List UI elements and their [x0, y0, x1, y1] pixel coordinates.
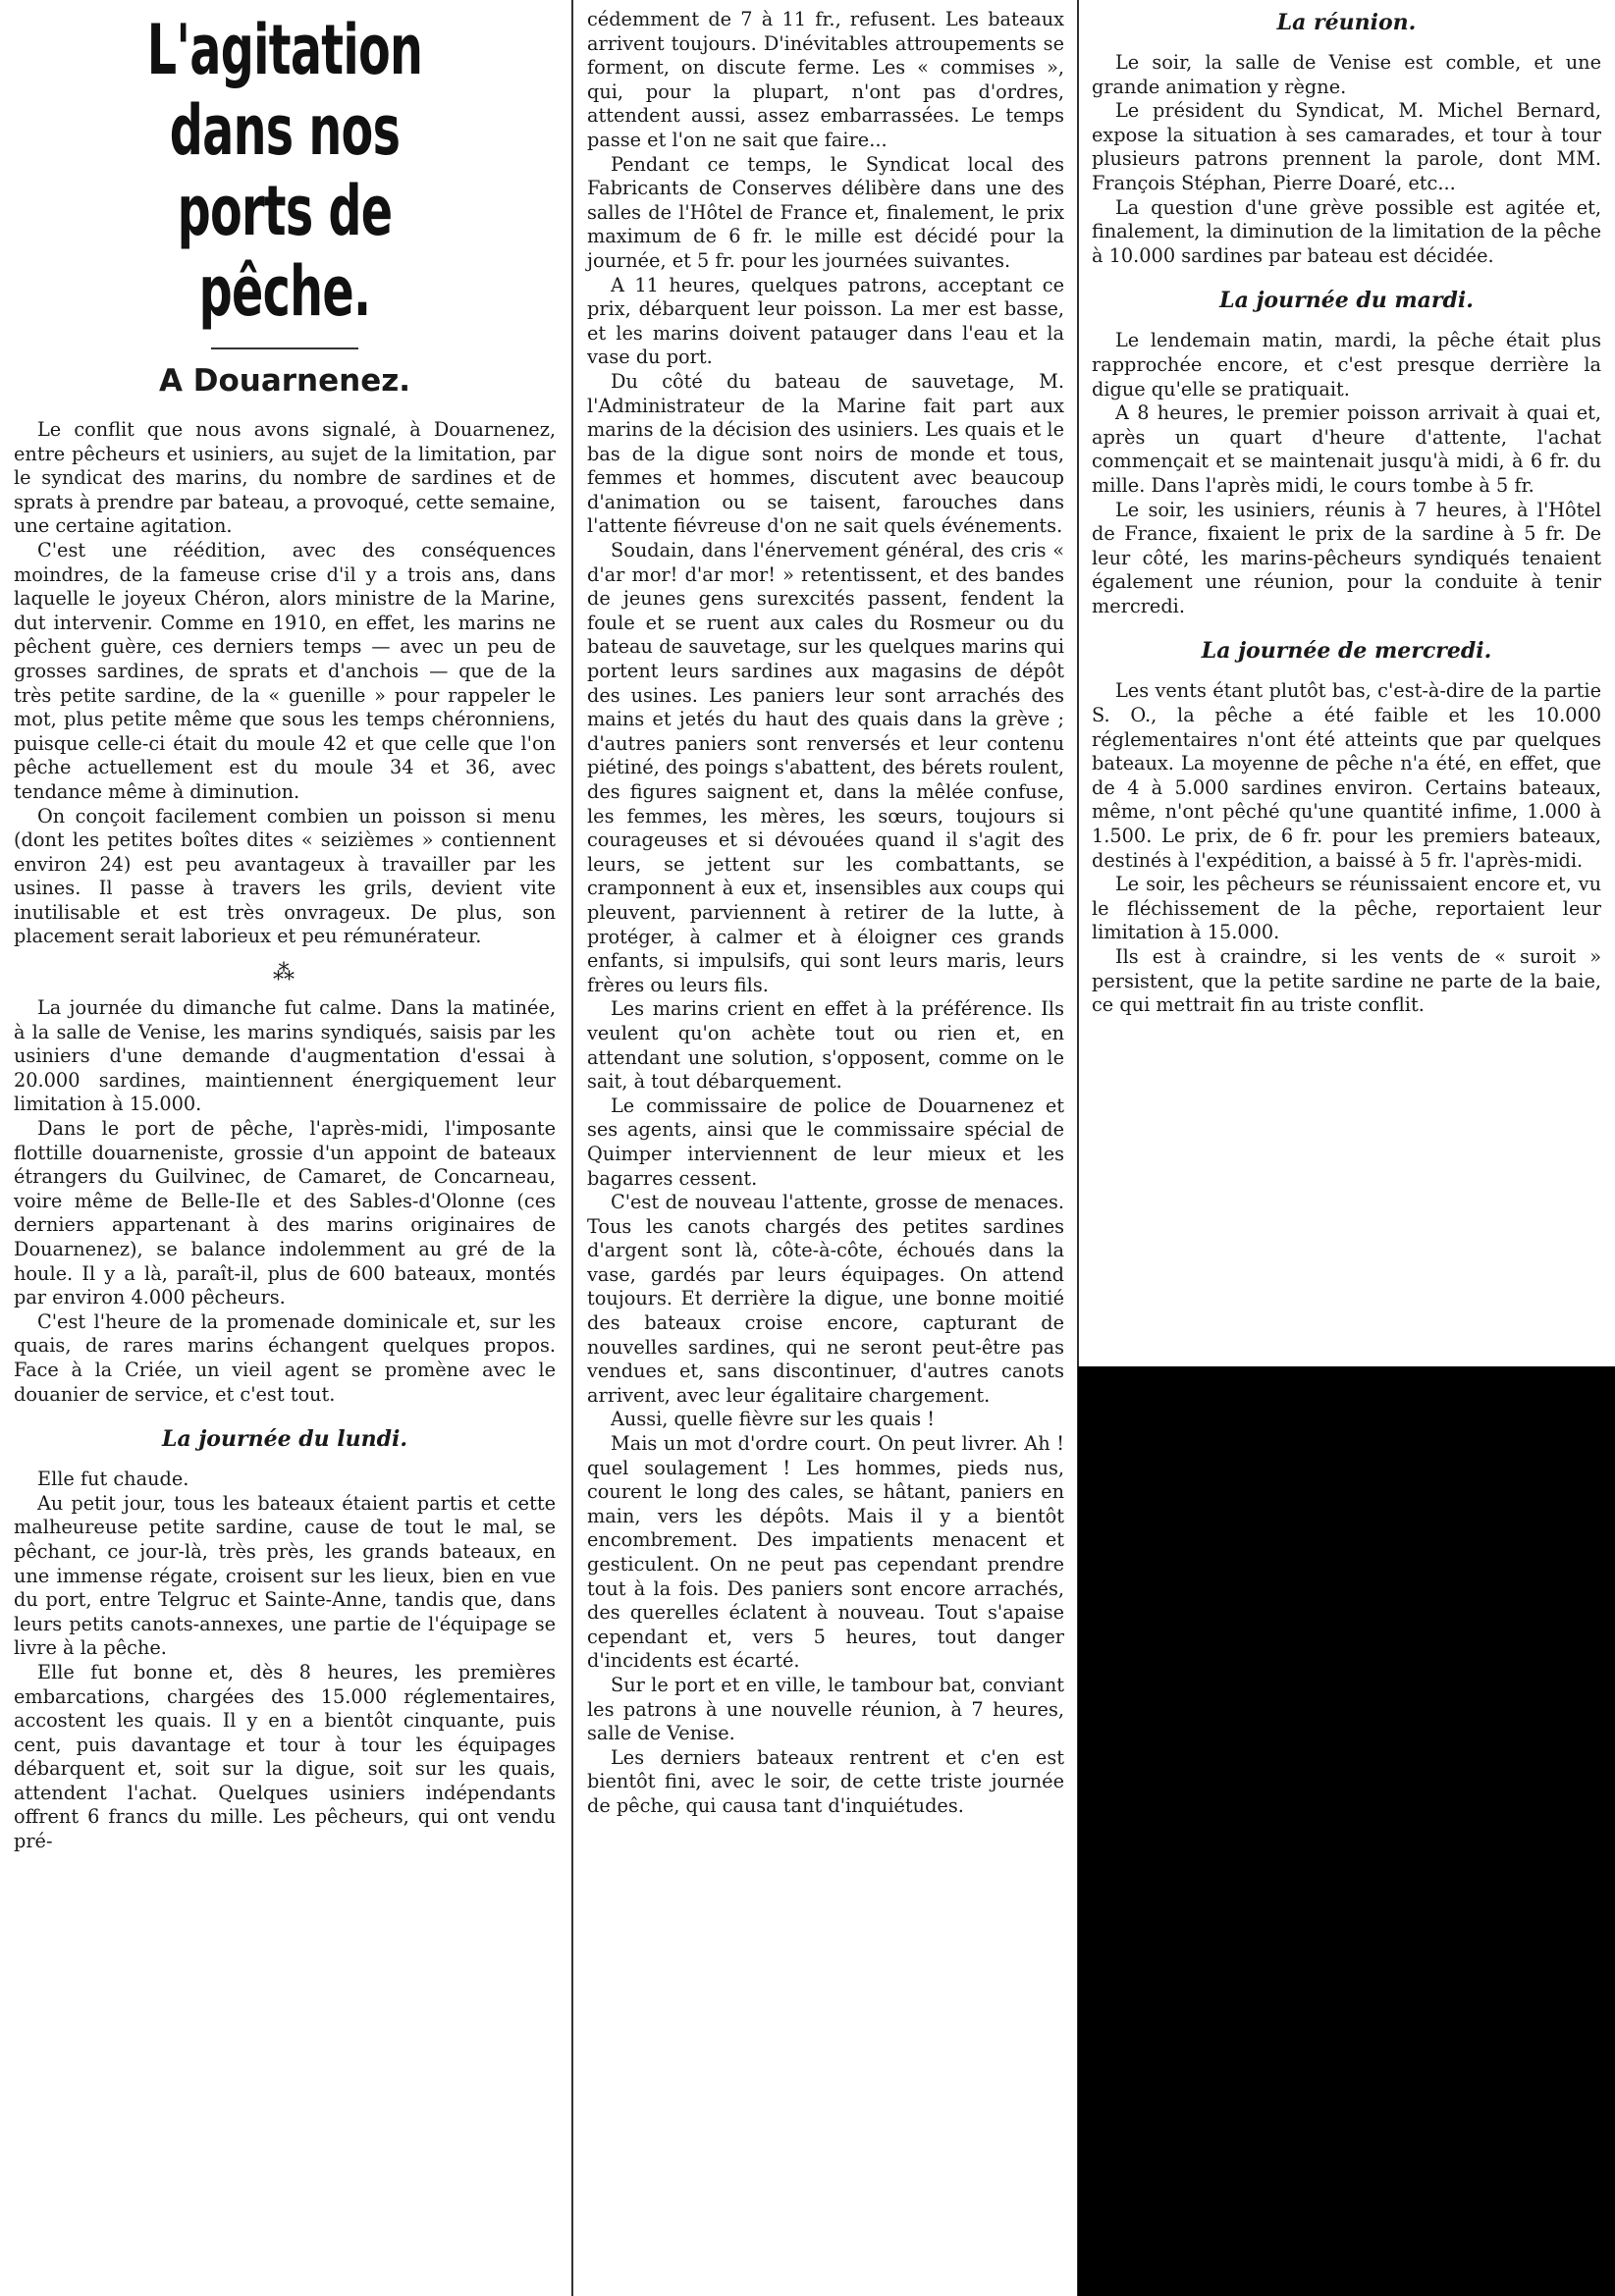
paragraph: Le conflit que nous avons signalé, à Douarnenez, entre pêcheurs et usiniers, au sujet de la limitation, par le syndicat des marins, du nombre de sardines et de sprats à prendre par bateau, a provoqué, cette semaine, une certaine agitation. — [14, 418, 556, 538]
section-title: A Douarnenez. — [158, 363, 411, 399]
paragraph: Les vents étant plutôt bas, c'est-à-dire de la partie S. O., la pêche a été faible et les 10.000 réglementaires n'ont été atteints que par quelques bateaux. La moyenne de pêche n'a été, en effet, que de 4 à 5.000 sardines environ. Certains bateaux, même, n'ont pêché qu'une quantité infime, 1.000 à 1.500. Le prix, de 6 fr. pour les premiers bateaux, destinés à l'expédition, a baissé à 5 fr. l'après-midi. — [1092, 679, 1601, 872]
paragraph: Pendant ce temps, le Syndicat local des Fabricants de Conserves délibère dans une des salles de l'Hôtel de France et, finalement, le prix maximum de 6 fr. le mille est décidé pour la journée, et 5 fr. pour les journées suivantes. — [587, 152, 1064, 272]
column-3-body — [1092, 10, 1601, 1018]
paragraph: A 8 heures, le premier poisson arrivait à quai et, après un quart d'heure d'attente, l'achat commençait et se maintenait jusqu'à midi, à 6 fr. du mille. Dans l'après midi, le cours tombe à 5 fr. — [1092, 401, 1601, 497]
paragraph: La question d'une grève possible est agitée et, finalement, la diminution de la limitation de la pêche à 10.000 sardines par bateau est décidée. — [1092, 195, 1601, 267]
column-1-body — [14, 418, 556, 1854]
paragraph: Aussi, quelle fièvre sur les quais ! — [611, 1408, 935, 1431]
paragraph: Le soir, la salle de Venise est comble, et une grande animation y règne. — [1092, 51, 1601, 98]
headline-divider — [211, 347, 358, 349]
column-2-body — [587, 8, 1064, 1819]
paragraph: Elle fut bonne et, dès 8 heures, les premières embarcations, chargées des 15.000 réglementaires, accostent les quais. Il y en a bientôt cinquante, puis cent, puis davantage et tour à tour les équipages débarquent et, soit sur la digue, soit sur les quais, attendent l'achat. Quelques usiniers indépendants offrent 6 francs du mille. Les pêcheurs, qui ont vendu pré- — [14, 1660, 556, 1853]
paragraph: Le commissaire de police de Douarnenez et ses agents, ainsi que le commissaire spécial de Quimper interviennent de leur mieux et les bagarres cessent. — [587, 1094, 1064, 1190]
asterism-separator: ⁂ — [273, 961, 296, 987]
paragraph: Les marins crient en effet à la préférence. Ils veulent qu'on achète tout ou rien et, en attendant une solution, s'opposent, comme on le sait, à tout débarquement. — [587, 997, 1064, 1094]
paragraph: cédemment de 7 à 11 fr., refusent. Les bateaux arrivent toujours. D'inévitables attroupements se forment, on discute ferme. Les « commises », qui, pour la plupart, n'ont pas d'ordres, attendent aussi, assez embarrassées. Le temps passe et l'on ne sait que faire... — [587, 8, 1064, 151]
column-2 — [573, 0, 1078, 2296]
paragraph: Les derniers bateaux rentrent et c'en est bientôt fini, avec le soir, de cette triste journée de pêche, qui causa tant d'inquiétudes. — [587, 1745, 1064, 1817]
subheading: La réunion. — [1276, 10, 1417, 35]
paragraph: Elle fut chaude. — [37, 1468, 189, 1491]
paragraph: Sur le port et en ville, le tambour bat, conviant les patrons à une nouvelle réunion, à 7 heures, salle de Venise. — [587, 1673, 1064, 1745]
paragraph: Au petit jour, tous les bateaux étaient partis et cette malheureuse petite sardine, cause de tout le mal, se pêchant, ce jour-là, très près, les grands bateaux, en une immense régate, croisent sur les lieux, bien en vue du port, entre Telgruc et Sainte-Anne, tandis que, dans leurs petits canots-annexes, une partie de l'équipage se livre à la pêche. — [14, 1491, 556, 1660]
paragraph: A 11 heures, quelques patrons, acceptant ce prix, débarquent leur poisson. La mer est basse, et les marins doivent patauger dans l'eau et la vase du port. — [587, 273, 1064, 369]
paragraph: Le président du Syndicat, M. Michel Bernard, expose la situation à ses camarades, et tour à tour plusieurs patrons prennent la parole, dont MM. François Stéphan, Pierre Doaré, etc... — [1092, 99, 1601, 194]
paragraph: La journée du dimanche fut calme. Dans la matinée, à la salle de Venise, les marins syndiqués, saisis par les usiniers d'une demande d'augmentation d'essai à 20.000 sardines, maintiennent énergiquement leur limitation à 15.000. — [14, 996, 556, 1116]
paragraph: Le soir, les pêcheurs se réunissaient encore et, vu le fléchissement de la pêche, reportaient leur limitation à 15.000. — [1092, 873, 1601, 944]
paragraph: Du côté du bateau de sauvetage, M. l'Administrateur de la Marine fait part aux marins de la décision des usiniers. Les quais et le bas de la digue sont noirs de monde et tous, femmes et hommes, discutent avec beaucoup d'animation ou se taisent, farouches dans l'attente fiévreuse d'on ne sait quels événements. — [587, 369, 1064, 538]
paragraph: Soudain, dans l'énervement général, des cris « d'ar mor! d'ar mor! » retentissent, et des bandes de jeunes gens surexcités passent, fendent la foule et se ruent aux cales du Rosmeur ou du bateau de sauvetage, sur les quelques marins qui portent leurs sardines aux magasins de dépôt des usines. Les paniers leur sont arrachés des mains et jetés du haut des quais dans la grève ; d'autres paniers sont renversés et leur contenu piétiné, des poings s'abattent, des bérets roulent, des figures saignent et, dans la mêlée confuse, les femmes, les mères, les sœurs, toujours si courageuses et si dévouées quand il s'agit des leurs, se jettent sur les combattants, se cramponnent à eux et, insensibles aux coups qui pleuvent, parviennent à retirer de la lutte, à protéger, à calmer et à éloigner ces grands enfants, si impulsifs, qui sont leurs maris, leurs frères ou leurs fils. — [587, 539, 1064, 996]
headline-line-2: dans nos ports de pêche. — [169, 90, 401, 332]
paragraph: C'est une réédition, avec des conséquences moindres, de la fameuse crise d'il y a trois ans, dans laquelle le joyeux Chéron, alors ministre de la Marine, dut intervenir. Comme en 1910, en effet, les marins ne pêchent guère, ces derniers temps — avec un peu de grosses sardines, de sprats et d'anchois — que de la très petite sardine, de la « guenille » pour rappeler le mot, plus petite même que sous les temps chéronniens, puisque celle-ci était du moule 42 et que celle que l'on pêche actuellement est du moule 34 et 36, avec tendance même à diminution. — [14, 538, 556, 803]
column-1 — [0, 0, 569, 2296]
paragraph: Ils est à craindre, si les vents de « suroit » persistent, que la petite sardine ne parte de la baie, ce qui mettrait fin au triste conflit. — [1092, 945, 1601, 1017]
paragraph: Le soir, les usiniers, réunis à 7 heures, à l'Hôtel de France, fixaient le prix de la sardine à 5 fr. De leur côté, les marins-pêcheurs syndiqués tenaient également une réunion, pour la conduite à tenir mercredi. — [1092, 498, 1601, 617]
subheading: La journée de mercredi. — [1201, 638, 1492, 665]
paragraph: C'est l'heure de la promenade dominicale et, sur les quais, de rares marins échangent quelques propos. Face à la Criée, un vieil agent se promène avec le douanier de service, et c'est tout. — [14, 1309, 556, 1406]
blank-black-area — [1078, 1366, 1615, 2296]
subheading: La journée du mardi. — [1219, 288, 1474, 314]
paragraph: Mais un mot d'ordre court. On peut livrer. Ah ! quel soulagement ! Les hommes, pieds nus, courent le long des cales, se hâtant, paniers en main, vers les dépôts. Mais il y a bientôt encombrement. Des impatients menacent et gesticulent. On ne peut pas cependant prendre tout à la fois. Des paniers sont encore arrachés, des querelles éclatent à nouveau. Tout s'apaise cependant et, vers 5 heures, tout danger d'incidents est écarté. — [587, 1432, 1064, 1673]
paragraph: C'est de nouveau l'attente, grosse de menaces. Tous les canots chargés des petites sardines d'argent sont là, côte-à-côte, échoués dans la vase, gardés par leurs équipages. On attend toujours. Et derrière la digue, une bonne moitié des bateaux croise encore, capturant de nouvelles sardines, qui ne seront peut-être pas vendues et, sans discontinuer, d'autres canots arrivent, avec leur égalitaire chargement. — [587, 1191, 1064, 1407]
headline-line-1: L'agitation — [146, 10, 423, 90]
paragraph: Le lendemain matin, mardi, la pêche était plus rapprochée encore, et c'est presque derrière la digue qu'elle se pratiquait. — [1092, 329, 1601, 400]
subheading: La journée du lundi. — [161, 1426, 408, 1453]
paragraph: Dans le port de pêche, l'après-midi, l'imposante flottille douarneniste, grossie d'un appoint de bateaux étrangers du Guilvinec, de Camaret, de Concarneau, voire même de Belle-Ile et des Sables-d'Olonne (ces derniers appartenant à des marins originaires de Douarnenez), se balance indolemment au gré de la houle. Il y a là, paraît-il, plus de 600 bateaux, montés par environ 4.000 pêcheurs. — [14, 1117, 556, 1309]
paragraph: On conçoit facilement combien un poisson si menu (dont les petites boîtes dites « seizièmes » contiennent environ 24) est peu avantageux à travailler par les usines. Il passe à travers les grils, devient vite inutilisable et est très onvrageux. De plus, son placement serait laborieux et peu rémunérateur. — [14, 804, 556, 948]
